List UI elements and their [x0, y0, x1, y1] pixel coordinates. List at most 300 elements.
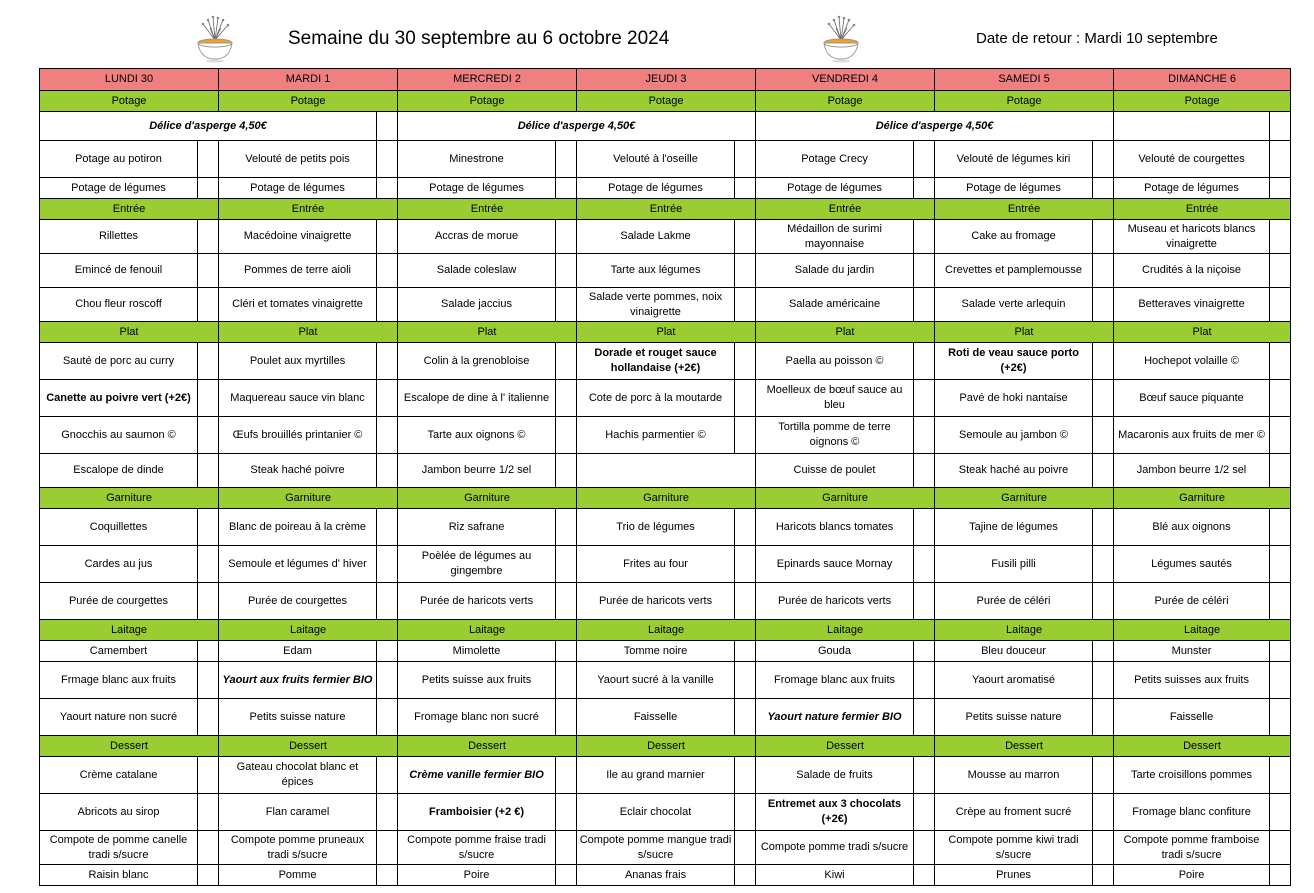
menu-item: Pomme	[219, 865, 377, 886]
check-box[interactable]	[556, 583, 577, 620]
category-row-laitage	[40, 620, 1291, 641]
day-header-row	[40, 69, 1291, 91]
menu-item: Tomme noire	[577, 641, 735, 662]
check-box[interactable]	[198, 220, 219, 254]
return-date: Date de retour : Mardi 10 septembre	[976, 30, 1218, 47]
check-box[interactable]	[198, 509, 219, 546]
check-box[interactable]	[735, 662, 756, 699]
check-box[interactable]	[377, 757, 398, 794]
menu-row	[40, 662, 1291, 699]
special-row	[40, 112, 1291, 141]
check-box[interactable]	[914, 757, 935, 794]
menu-item: Tarte aux oignons ©	[398, 417, 556, 454]
category-label: Laitage	[1114, 620, 1291, 641]
menu-item: Petits suisse nature	[219, 699, 377, 736]
menu-item: Abricots au sirop	[40, 794, 198, 831]
category-label: Potage	[577, 91, 756, 112]
check-box[interactable]	[735, 178, 756, 199]
category-label: Garniture	[577, 488, 756, 509]
check-box[interactable]	[377, 220, 398, 254]
menu-item: Crème vanille fermier BIO	[398, 757, 556, 794]
menu-item: Cote de porc à la moutarde	[577, 380, 735, 417]
check-box[interactable]	[735, 509, 756, 546]
check-box[interactable]	[377, 254, 398, 288]
menu-item: Cardes au jus	[40, 546, 198, 583]
check-box[interactable]	[1270, 662, 1291, 699]
check-box[interactable]	[198, 865, 219, 886]
check-box[interactable]	[1093, 662, 1114, 699]
page-title: Semaine du 30 septembre au 6 octobre 2024	[288, 28, 670, 49]
menu-item: Velouté de courgettes	[1114, 141, 1270, 178]
check-box[interactable]	[735, 220, 756, 254]
check-box[interactable]	[198, 380, 219, 417]
check-box[interactable]	[735, 141, 756, 178]
menu-item: Yaourt nature fermier BIO	[756, 699, 914, 736]
check-box[interactable]	[1093, 454, 1114, 488]
check-box[interactable]	[1093, 509, 1114, 546]
check-box[interactable]	[556, 220, 577, 254]
check-box[interactable]	[198, 662, 219, 699]
check-box[interactable]	[735, 254, 756, 288]
check-box[interactable]	[198, 583, 219, 620]
menu-item: Purée de céléri	[935, 583, 1093, 620]
menu-item: Blé aux oignons	[1114, 509, 1270, 546]
menu-item: Yaourt aromatisé	[935, 662, 1093, 699]
menu-row	[40, 546, 1291, 583]
category-label: Entrée	[756, 199, 935, 220]
menu-item: Compote de pomme canelle tradi s/sucre	[40, 831, 198, 865]
menu-item: Kiwi	[756, 865, 914, 886]
day-header: DIMANCHE 6	[1114, 69, 1291, 91]
check-box[interactable]	[377, 417, 398, 454]
day-header: MARDI 1	[219, 69, 398, 91]
menu-item: Salade du jardin	[756, 254, 914, 288]
menu-item: Compote pomme kiwi tradi s/sucre	[935, 831, 1093, 865]
check-box[interactable]	[1093, 254, 1114, 288]
check-box[interactable]	[556, 831, 577, 865]
check-box[interactable]	[377, 865, 398, 886]
check-box[interactable]	[1093, 343, 1114, 380]
menu-item: Semoule au jambon ©	[935, 417, 1093, 454]
check-box[interactable]	[377, 454, 398, 488]
menu-row	[40, 288, 1291, 322]
check-box[interactable]	[1270, 757, 1291, 794]
menu-item: Velouté de légumes kiri	[935, 141, 1093, 178]
page-header	[0, 0, 1314, 68]
check-box[interactable]	[914, 141, 935, 178]
menu-item: Macédoine vinaigrette	[219, 220, 377, 254]
menu-row	[40, 794, 1291, 831]
check-box[interactable]	[556, 699, 577, 736]
check-box[interactable]	[198, 831, 219, 865]
check-box[interactable]	[377, 288, 398, 322]
check-box[interactable]	[914, 831, 935, 865]
check-box[interactable]	[1270, 794, 1291, 831]
check-box[interactable]	[1270, 220, 1291, 254]
check-box[interactable]	[735, 641, 756, 662]
category-label: Dessert	[935, 736, 1114, 757]
check-box[interactable]	[1270, 865, 1291, 886]
menu-item: Escalope de dinde	[40, 454, 198, 488]
check-box[interactable]	[198, 343, 219, 380]
check-box[interactable]	[1093, 141, 1114, 178]
check-box[interactable]	[1270, 254, 1291, 288]
menu-item: Potage de légumes	[219, 178, 377, 199]
check-box[interactable]	[556, 343, 577, 380]
check-box[interactable]	[1093, 220, 1114, 254]
menu-item: Maquereau sauce vin blanc	[219, 380, 377, 417]
menu-item: Yaourt aux fruits fermier BIO	[219, 662, 377, 699]
menu-item: Munster	[1114, 641, 1270, 662]
menu-item: Frites au four	[577, 546, 735, 583]
check-box[interactable]	[198, 141, 219, 178]
menu-item: Fromage blanc aux fruits	[756, 662, 914, 699]
menu-item: Coquillettes	[40, 509, 198, 546]
menu-item: Tarte aux légumes	[577, 254, 735, 288]
check-box[interactable]	[735, 546, 756, 583]
menu-row	[40, 417, 1291, 454]
category-row-dessert	[40, 736, 1291, 757]
check-box[interactable]	[198, 178, 219, 199]
check-box[interactable]	[1093, 583, 1114, 620]
menu-item: Blanc de poireau à la crème	[219, 509, 377, 546]
menu-item: Petits suisses aux fruits	[1114, 662, 1270, 699]
menu-item: Canette au poivre vert (+2€)	[40, 380, 198, 417]
menu-item: Petits suisse nature	[935, 699, 1093, 736]
menu-item: Salade coleslaw	[398, 254, 556, 288]
category-label: Laitage	[577, 620, 756, 641]
check-box[interactable]	[198, 417, 219, 454]
check-box[interactable]	[914, 509, 935, 546]
menu-item: Purée de haricots verts	[577, 583, 735, 620]
check-box[interactable]	[198, 699, 219, 736]
day-header: MERCREDI 2	[398, 69, 577, 91]
check-box[interactable]	[556, 509, 577, 546]
menu-item: Cuisse de poulet	[756, 454, 914, 488]
check-box[interactable]	[198, 546, 219, 583]
menu-item: Riz safrane	[398, 509, 556, 546]
menu-item: Roti de veau sauce porto (+2€)	[935, 343, 1093, 380]
check-box[interactable]	[735, 288, 756, 322]
menu-item: Purée de haricots verts	[756, 583, 914, 620]
soup-bowl-icon	[188, 14, 242, 64]
category-label: Garniture	[1114, 488, 1291, 509]
menu-item: Velouté à l'oseille	[577, 141, 735, 178]
menu-item: Steak haché au poivre	[935, 454, 1093, 488]
check-box[interactable]	[735, 583, 756, 620]
menu-item: Pavé de hoki nantaise	[935, 380, 1093, 417]
category-label: Potage	[219, 91, 398, 112]
menu-row	[40, 757, 1291, 794]
category-label: Potage	[40, 91, 219, 112]
menu-row	[40, 220, 1291, 254]
menu-item: Rillettes	[40, 220, 198, 254]
check-box[interactable]	[735, 417, 756, 454]
menu-row	[40, 583, 1291, 620]
check-box[interactable]	[556, 288, 577, 322]
check-box[interactable]	[914, 343, 935, 380]
check-box[interactable]	[556, 254, 577, 288]
menu-item: Salade Lakme	[577, 220, 735, 254]
category-label: Dessert	[756, 736, 935, 757]
check-box[interactable]	[1093, 641, 1114, 662]
check-box[interactable]	[377, 509, 398, 546]
check-box[interactable]	[377, 641, 398, 662]
menu-item: Chou fleur roscoff	[40, 288, 198, 322]
check-box[interactable]	[1093, 794, 1114, 831]
menu-item: Yaourt nature non sucré	[40, 699, 198, 736]
menu-item: Faisselle	[1114, 699, 1270, 736]
menu-item: Potage au potiron	[40, 141, 198, 178]
check-box[interactable]	[556, 794, 577, 831]
check-box[interactable]	[914, 546, 935, 583]
check-box[interactable]	[914, 178, 935, 199]
menu-item: Compote pomme mangue tradi s/sucre	[577, 831, 735, 865]
check-box[interactable]	[556, 380, 577, 417]
category-label: Plat	[398, 322, 577, 343]
check-box[interactable]	[556, 546, 577, 583]
check-box[interactable]	[1270, 583, 1291, 620]
soup-bowl-icon	[814, 14, 868, 64]
check-box[interactable]	[377, 546, 398, 583]
check-box[interactable]	[1270, 288, 1291, 322]
menu-item: Entremet aux 3 chocolats (+2€)	[756, 794, 914, 831]
menu-item: Camembert	[40, 641, 198, 662]
menu-item: Colin à la grenobloise	[398, 343, 556, 380]
check-box[interactable]	[914, 583, 935, 620]
check-box[interactable]	[198, 454, 219, 488]
category-label: Entrée	[398, 199, 577, 220]
check-box[interactable]	[556, 178, 577, 199]
menu-row	[40, 454, 1291, 488]
check-box[interactable]	[377, 699, 398, 736]
check-box[interactable]	[1093, 288, 1114, 322]
menu-row	[40, 380, 1291, 417]
menu-item: Dorade et rouget sauce hollandaise (+2€)	[577, 343, 735, 380]
check-box[interactable]	[914, 380, 935, 417]
check-box[interactable]	[735, 343, 756, 380]
check-box[interactable]	[1270, 831, 1291, 865]
menu-item: Potage de légumes	[935, 178, 1093, 199]
category-label: Potage	[935, 91, 1114, 112]
check-box[interactable]	[1093, 417, 1114, 454]
menu-item: Trio de légumes	[577, 509, 735, 546]
menu-item: Potage de légumes	[756, 178, 914, 199]
day-header: SAMEDI 5	[935, 69, 1114, 91]
category-label: Laitage	[756, 620, 935, 641]
check-box[interactable]	[377, 141, 398, 178]
category-label: Plat	[577, 322, 756, 343]
day-header: JEUDI 3	[577, 69, 756, 91]
category-label: Plat	[935, 322, 1114, 343]
check-box[interactable]	[377, 831, 398, 865]
check-box[interactable]	[377, 583, 398, 620]
check-box[interactable]	[1270, 178, 1291, 199]
check-box[interactable]	[914, 865, 935, 886]
menu-item: Potage de légumes	[398, 178, 556, 199]
menu-item: Bleu douceur	[935, 641, 1093, 662]
menu-row	[40, 699, 1291, 736]
menu-row	[40, 641, 1291, 662]
menu-item: Hochepot volaille ©	[1114, 343, 1270, 380]
check-box[interactable]	[735, 757, 756, 794]
menu-item: Poire	[398, 865, 556, 886]
category-label: Garniture	[219, 488, 398, 509]
menu-item: Salade verte arlequin	[935, 288, 1093, 322]
check-box[interactable]	[1270, 699, 1291, 736]
check-box[interactable]	[735, 831, 756, 865]
menu-item: Emincé de fenouil	[40, 254, 198, 288]
menu-row	[40, 831, 1291, 865]
check-box[interactable]	[198, 254, 219, 288]
check-box[interactable]	[914, 662, 935, 699]
day-header: LUNDI 30	[40, 69, 219, 91]
check-box[interactable]	[914, 794, 935, 831]
check-box[interactable]	[1270, 141, 1291, 178]
check-box[interactable]	[556, 662, 577, 699]
category-label: Laitage	[40, 620, 219, 641]
menu-item: Poulet aux myrtilles	[219, 343, 377, 380]
check-box[interactable]	[556, 141, 577, 178]
special-item: Délice d'asperge 4,50€	[756, 112, 1114, 141]
check-box[interactable]	[1270, 454, 1291, 488]
check-box[interactable]	[914, 454, 935, 488]
category-label: Laitage	[398, 620, 577, 641]
empty-cell	[377, 112, 398, 141]
menu-row	[40, 254, 1291, 288]
menu-item: Compote pomme tradi s/sucre	[756, 831, 914, 865]
menu-item: Velouté de petits pois	[219, 141, 377, 178]
category-label: Garniture	[40, 488, 219, 509]
check-box[interactable]	[556, 865, 577, 886]
check-box[interactable]	[1270, 417, 1291, 454]
menu-item: Moelleux de bœuf sauce au bleu	[756, 380, 914, 417]
category-label: Dessert	[577, 736, 756, 757]
category-label: Entrée	[935, 199, 1114, 220]
menu-item: Jambon beurre 1/2 sel	[1114, 454, 1270, 488]
menu-row	[40, 343, 1291, 380]
menu-item: Gnocchis au saumon ©	[40, 417, 198, 454]
category-label: Laitage	[935, 620, 1114, 641]
menu-item: Purée de haricots verts	[398, 583, 556, 620]
check-box[interactable]	[377, 662, 398, 699]
menu-item: Crevettes et pamplemousse	[935, 254, 1093, 288]
check-box[interactable]	[556, 757, 577, 794]
category-label: Garniture	[756, 488, 935, 509]
check-box[interactable]	[914, 254, 935, 288]
check-box[interactable]	[377, 178, 398, 199]
menu-item: Yaourt sucré à la vanille	[577, 662, 735, 699]
check-box[interactable]	[377, 794, 398, 831]
menu-item: Prunes	[935, 865, 1093, 886]
check-box[interactable]	[556, 454, 577, 488]
category-label: Plat	[756, 322, 935, 343]
check-box[interactable]	[1270, 641, 1291, 662]
check-box[interactable]	[556, 641, 577, 662]
check-box[interactable]	[1270, 380, 1291, 417]
category-label: Entrée	[577, 199, 756, 220]
menu-item: Bœuf sauce piquante	[1114, 380, 1270, 417]
menu-item: Œufs brouillés printanier ©	[219, 417, 377, 454]
check-box[interactable]	[1093, 757, 1114, 794]
menu-item: Cake au fromage	[935, 220, 1093, 254]
check-box[interactable]	[914, 641, 935, 662]
menu-item: Epinards sauce Mornay	[756, 546, 914, 583]
menu-item: Fusili pilli	[935, 546, 1093, 583]
check-box[interactable]	[735, 794, 756, 831]
check-box[interactable]	[735, 699, 756, 736]
menu-item: Tarte croisillons pommes	[1114, 757, 1270, 794]
menu-item: Fromage blanc non sucré	[398, 699, 556, 736]
menu-item: Salade jaccius	[398, 288, 556, 322]
check-box[interactable]	[914, 417, 935, 454]
menu-item: Compote pomme fraise tradi s/sucre	[398, 831, 556, 865]
menu-item: Médaillon de surimi mayonnaise	[756, 220, 914, 254]
category-label: Garniture	[398, 488, 577, 509]
menu-item: Gateau chocolat blanc et épices	[219, 757, 377, 794]
check-box[interactable]	[377, 380, 398, 417]
check-box[interactable]	[1093, 546, 1114, 583]
category-row-plat	[40, 322, 1291, 343]
check-box[interactable]	[556, 417, 577, 454]
check-box[interactable]	[198, 757, 219, 794]
menu-item: Sauté de porc au curry	[40, 343, 198, 380]
menu-item: Steak haché poivre	[219, 454, 377, 488]
check-box[interactable]	[1093, 831, 1114, 865]
menu-item: Potage Crecy	[756, 141, 914, 178]
special-item: Délice d'asperge 4,50€	[40, 112, 377, 141]
check-box[interactable]	[1270, 546, 1291, 583]
menu-item: Macaronis aux fruits de mer ©	[1114, 417, 1270, 454]
menu-item: Mousse au marron	[935, 757, 1093, 794]
menu-item: Tajine de légumes	[935, 509, 1093, 546]
menu-item: Compote pomme pruneaux tradi s/sucre	[219, 831, 377, 865]
menu-item: Hachis parmentier ©	[577, 417, 735, 454]
check-box[interactable]	[1270, 509, 1291, 546]
check-box[interactable]	[914, 220, 935, 254]
empty-cell	[1114, 112, 1270, 141]
category-row-garniture	[40, 488, 1291, 509]
category-label: Entrée	[1114, 199, 1291, 220]
menu-item: Potage de légumes	[1114, 178, 1270, 199]
menu-item: Betteraves vinaigrette	[1114, 288, 1270, 322]
check-box[interactable]	[1093, 865, 1114, 886]
menu-item: Salade américaine	[756, 288, 914, 322]
check-box[interactable]	[1093, 699, 1114, 736]
menu-item: Frmage blanc aux fruits	[40, 662, 198, 699]
menu-item: Framboisier (+2 €)	[398, 794, 556, 831]
check-box[interactable]	[198, 794, 219, 831]
check-box[interactable]	[198, 641, 219, 662]
menu-item: Purée de céléri	[1114, 583, 1270, 620]
category-label: Plat	[1114, 322, 1291, 343]
menu-row	[40, 865, 1291, 886]
check-box[interactable]	[1270, 343, 1291, 380]
check-box[interactable]	[914, 699, 935, 736]
category-label: Potage	[1114, 91, 1291, 112]
check-box[interactable]	[1093, 380, 1114, 417]
menu-item: Poèlée de légumes au gingembre	[398, 546, 556, 583]
check-box[interactable]	[735, 865, 756, 886]
check-box[interactable]	[377, 343, 398, 380]
check-box[interactable]	[914, 288, 935, 322]
menu-item: Purée de courgettes	[40, 583, 198, 620]
check-box[interactable]	[735, 380, 756, 417]
check-box[interactable]	[198, 288, 219, 322]
menu-item: Jambon beurre 1/2 sel	[398, 454, 556, 488]
check-box[interactable]	[1093, 178, 1114, 199]
menu-item: Compote pomme framboise tradi s/sucre	[1114, 831, 1270, 865]
